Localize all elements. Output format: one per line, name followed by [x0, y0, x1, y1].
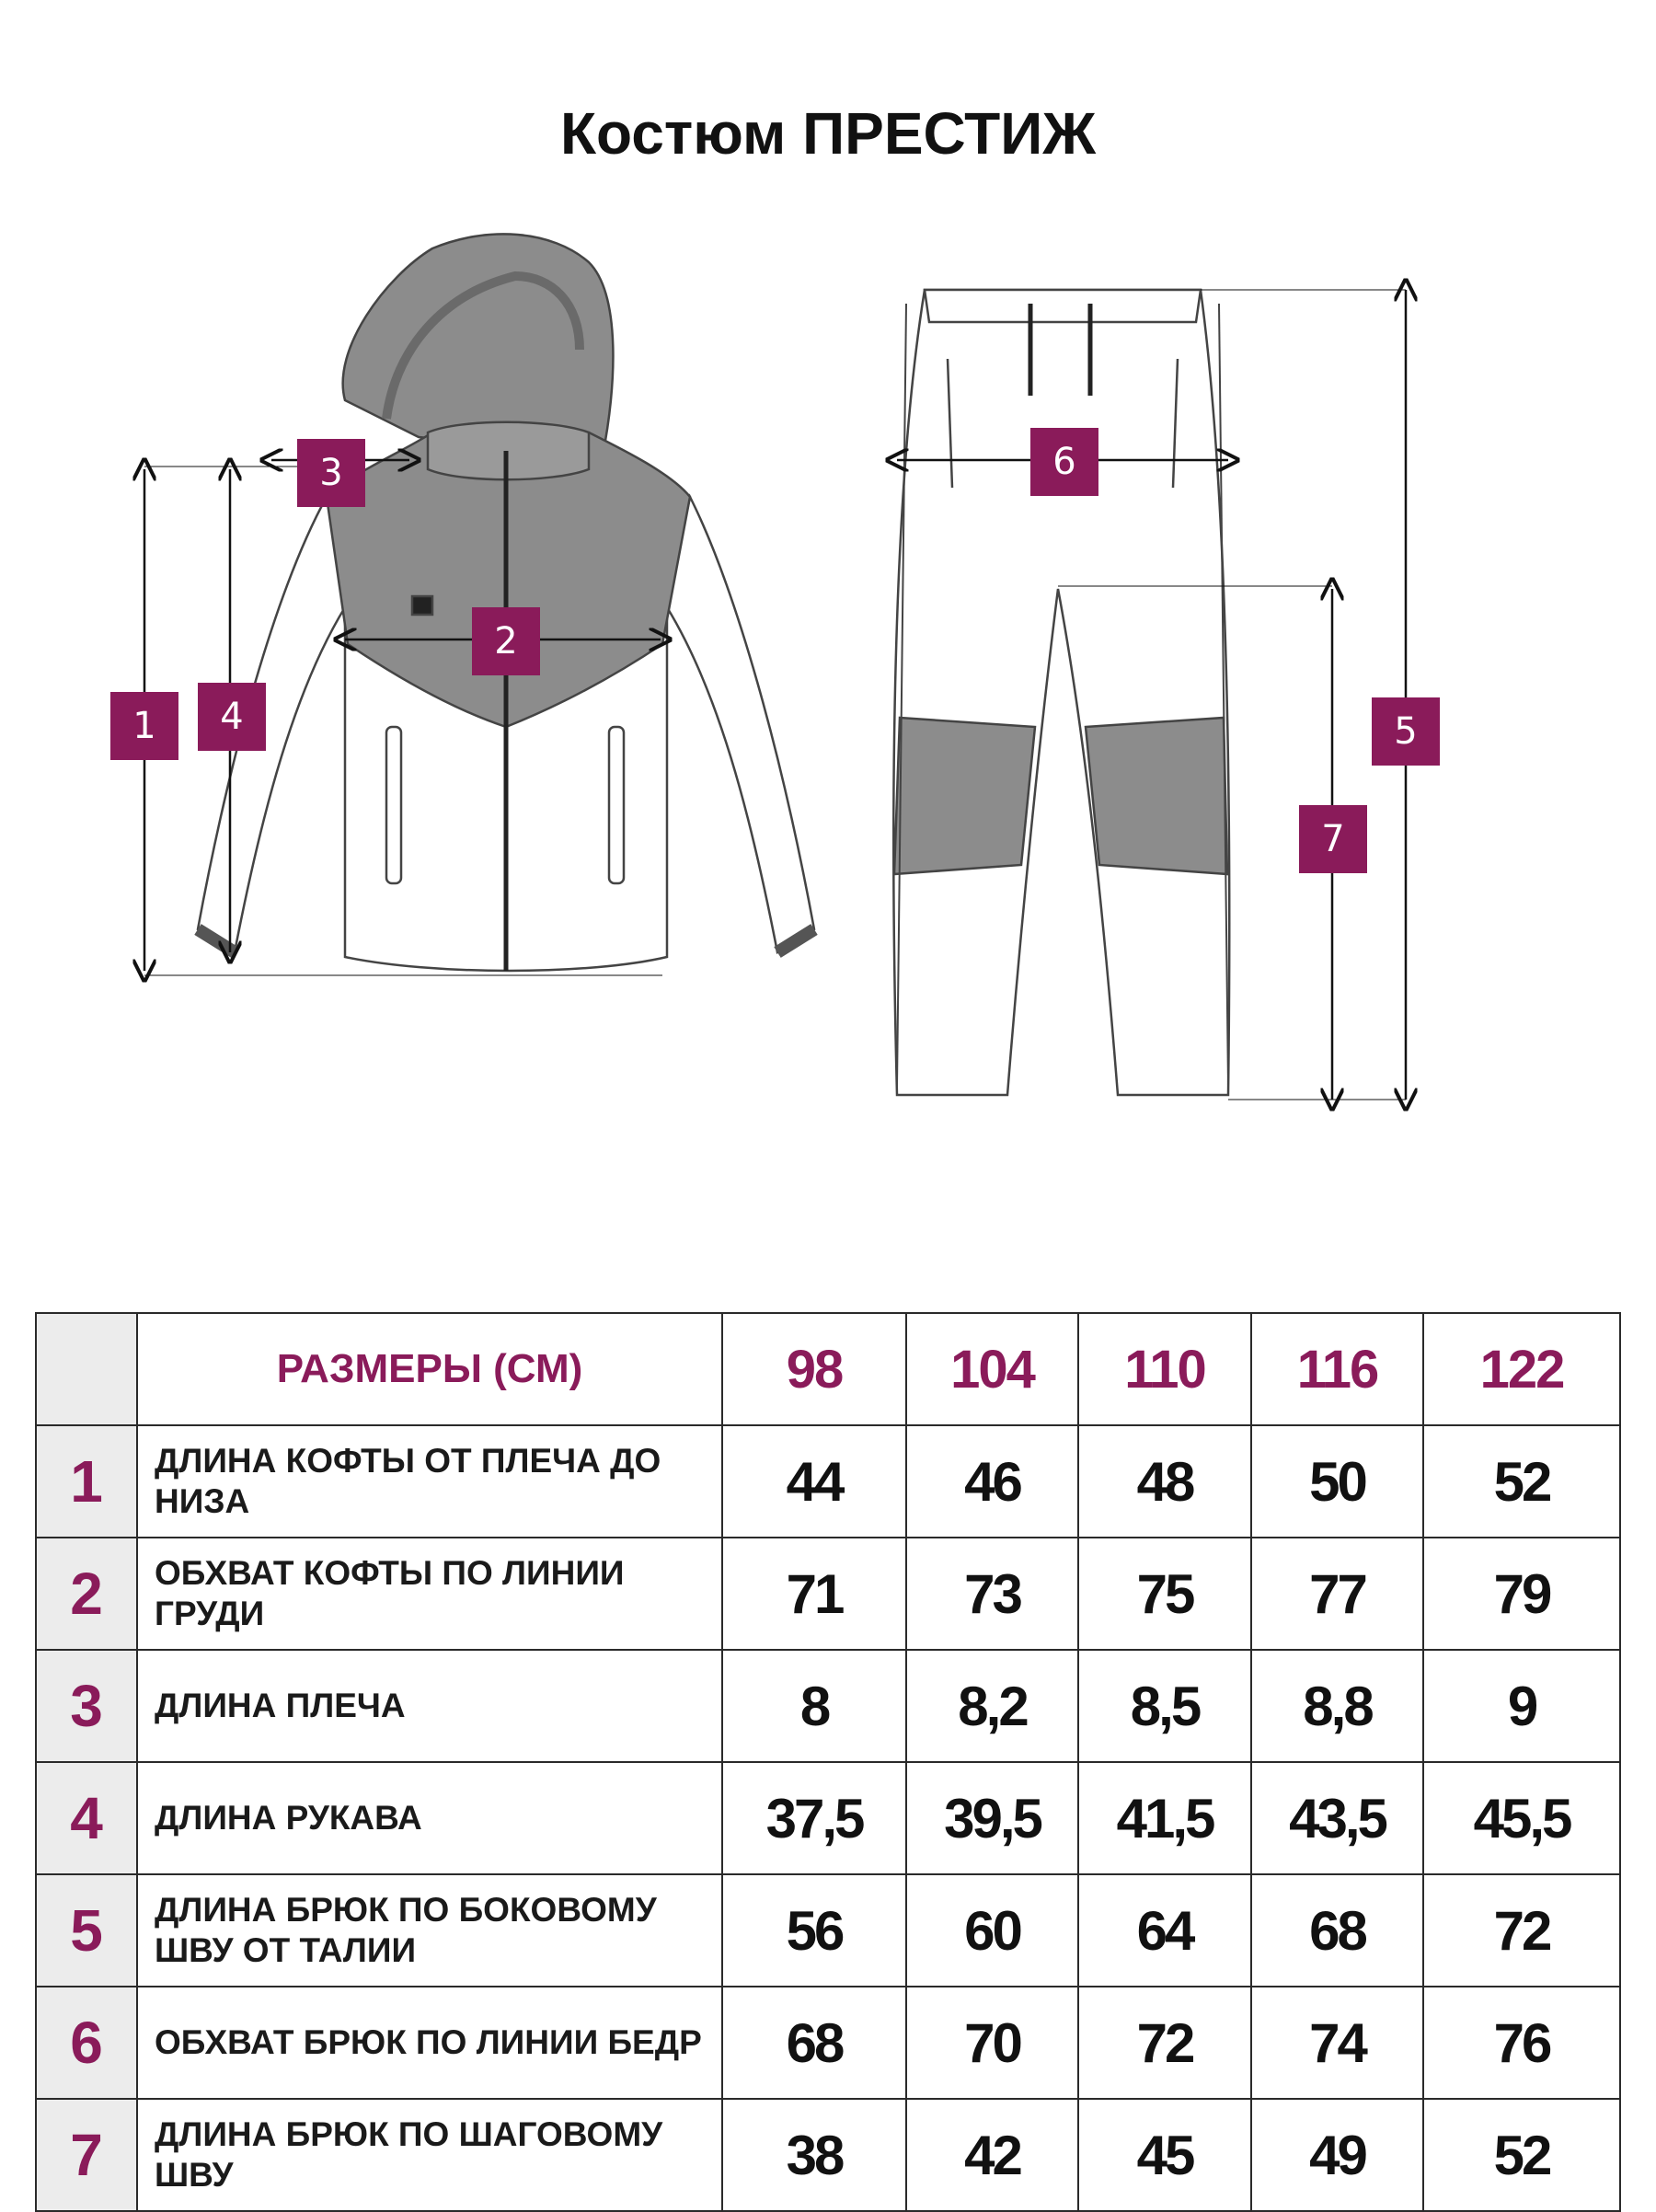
table-row — [36, 1650, 1620, 1762]
table-cell: 72 — [1078, 1987, 1251, 2099]
pants-right-knee-panel — [1086, 718, 1227, 874]
table-cell: 8,5 — [1078, 1650, 1251, 1762]
table-cell: 45 — [1078, 2099, 1251, 2211]
table-cell: 64 — [1078, 1874, 1251, 1987]
row-number: 4 — [36, 1762, 137, 1874]
table-cell: 72 — [1423, 1874, 1620, 1987]
row-label: ДЛИНА БРЮК ПО БОКОВОМУ ШВУ ОТ ТАЛИИ — [137, 1874, 722, 1987]
table-row — [36, 1538, 1620, 1650]
marker-4: 4 — [198, 683, 266, 751]
size-table — [35, 1312, 1621, 2212]
table-cell: 71 — [722, 1538, 906, 1650]
row-number: 5 — [36, 1874, 137, 1987]
table-cell: 48 — [1078, 1425, 1251, 1538]
table-cell: 75 — [1078, 1538, 1251, 1650]
table-cell: 50 — [1251, 1425, 1423, 1538]
table-cell: 49 — [1251, 2099, 1423, 2211]
row-label: ОБХВАТ БРЮК ПО ЛИНИИ БЕДР — [137, 1987, 722, 2099]
marker-2: 2 — [472, 607, 540, 675]
table-cell: 39,5 — [906, 1762, 1078, 1874]
row-number: 7 — [36, 2099, 137, 2211]
table-cell: 42 — [906, 2099, 1078, 2211]
size-header: 110 — [1078, 1313, 1251, 1425]
table-cell: 9 — [1423, 1650, 1620, 1762]
size-header: 104 — [906, 1313, 1078, 1425]
marker-3: 3 — [297, 439, 365, 507]
jacket-right-sleeve — [667, 497, 814, 952]
table-cell: 45,5 — [1423, 1762, 1620, 1874]
table-row — [36, 1874, 1620, 1987]
table-cell: 52 — [1423, 1425, 1620, 1538]
table-header-row — [36, 1313, 1620, 1425]
table-cell: 79 — [1423, 1538, 1620, 1650]
row-number: 6 — [36, 1987, 137, 2099]
size-header: 98 — [722, 1313, 906, 1425]
size-header: 116 — [1251, 1313, 1423, 1425]
table-row — [36, 2099, 1620, 2211]
table-cell: 41,5 — [1078, 1762, 1251, 1874]
size-header: 122 — [1423, 1313, 1620, 1425]
pants-left-knee-panel — [894, 718, 1035, 874]
table-cell: 52 — [1423, 2099, 1620, 2211]
jacket-drawing — [198, 234, 814, 971]
table-row — [36, 1987, 1620, 2099]
table-cell: 68 — [1251, 1874, 1423, 1987]
marker-6: 6 — [1030, 428, 1098, 496]
marker-7: 7 — [1299, 805, 1367, 873]
table-cell: 8 — [722, 1650, 906, 1762]
table-cell: 60 — [906, 1874, 1078, 1987]
table-row — [36, 1762, 1620, 1874]
pants-drawing — [893, 290, 1229, 1095]
table-cell: 43,5 — [1251, 1762, 1423, 1874]
header-label: РАЗМЕРЫ (СМ) — [137, 1313, 722, 1425]
row-label: ДЛИНА ПЛЕЧА — [137, 1650, 722, 1762]
table-cell: 38 — [722, 2099, 906, 2211]
table-cell: 44 — [722, 1425, 906, 1538]
table-cell: 8,8 — [1251, 1650, 1423, 1762]
table-cell: 74 — [1251, 1987, 1423, 2099]
table-cell: 8,2 — [906, 1650, 1078, 1762]
marker-1: 1 — [110, 692, 178, 760]
table-cell: 56 — [722, 1874, 906, 1987]
table-cell: 68 — [722, 1987, 906, 2099]
table-cell: 37,5 — [722, 1762, 906, 1874]
table-cell: 77 — [1251, 1538, 1423, 1650]
table-cell: 73 — [906, 1538, 1078, 1650]
table-cell: 76 — [1423, 1987, 1620, 2099]
pants-outline — [893, 290, 1229, 1095]
row-label: ОБХВАТ КОФТЫ ПО ЛИНИИ ГРУДИ — [137, 1538, 722, 1650]
row-number: 2 — [36, 1538, 137, 1650]
row-number: 3 — [36, 1650, 137, 1762]
marker-5: 5 — [1372, 697, 1440, 766]
row-label: ДЛИНА КОФТЫ ОТ ПЛЕЧА ДО НИЗА — [137, 1425, 722, 1538]
row-label: ДЛИНА РУКАВА — [137, 1762, 722, 1874]
table-row — [36, 1425, 1620, 1538]
table-cell: 70 — [906, 1987, 1078, 2099]
table-cell: 46 — [906, 1425, 1078, 1538]
page-title: Костюм ПРЕСТИЖ — [559, 100, 1097, 167]
row-label: ДЛИНА БРЮК ПО ШАГОВОМУ ШВУ — [137, 2099, 722, 2211]
row-number: 1 — [36, 1425, 137, 1538]
header-corner-cell — [36, 1313, 137, 1425]
